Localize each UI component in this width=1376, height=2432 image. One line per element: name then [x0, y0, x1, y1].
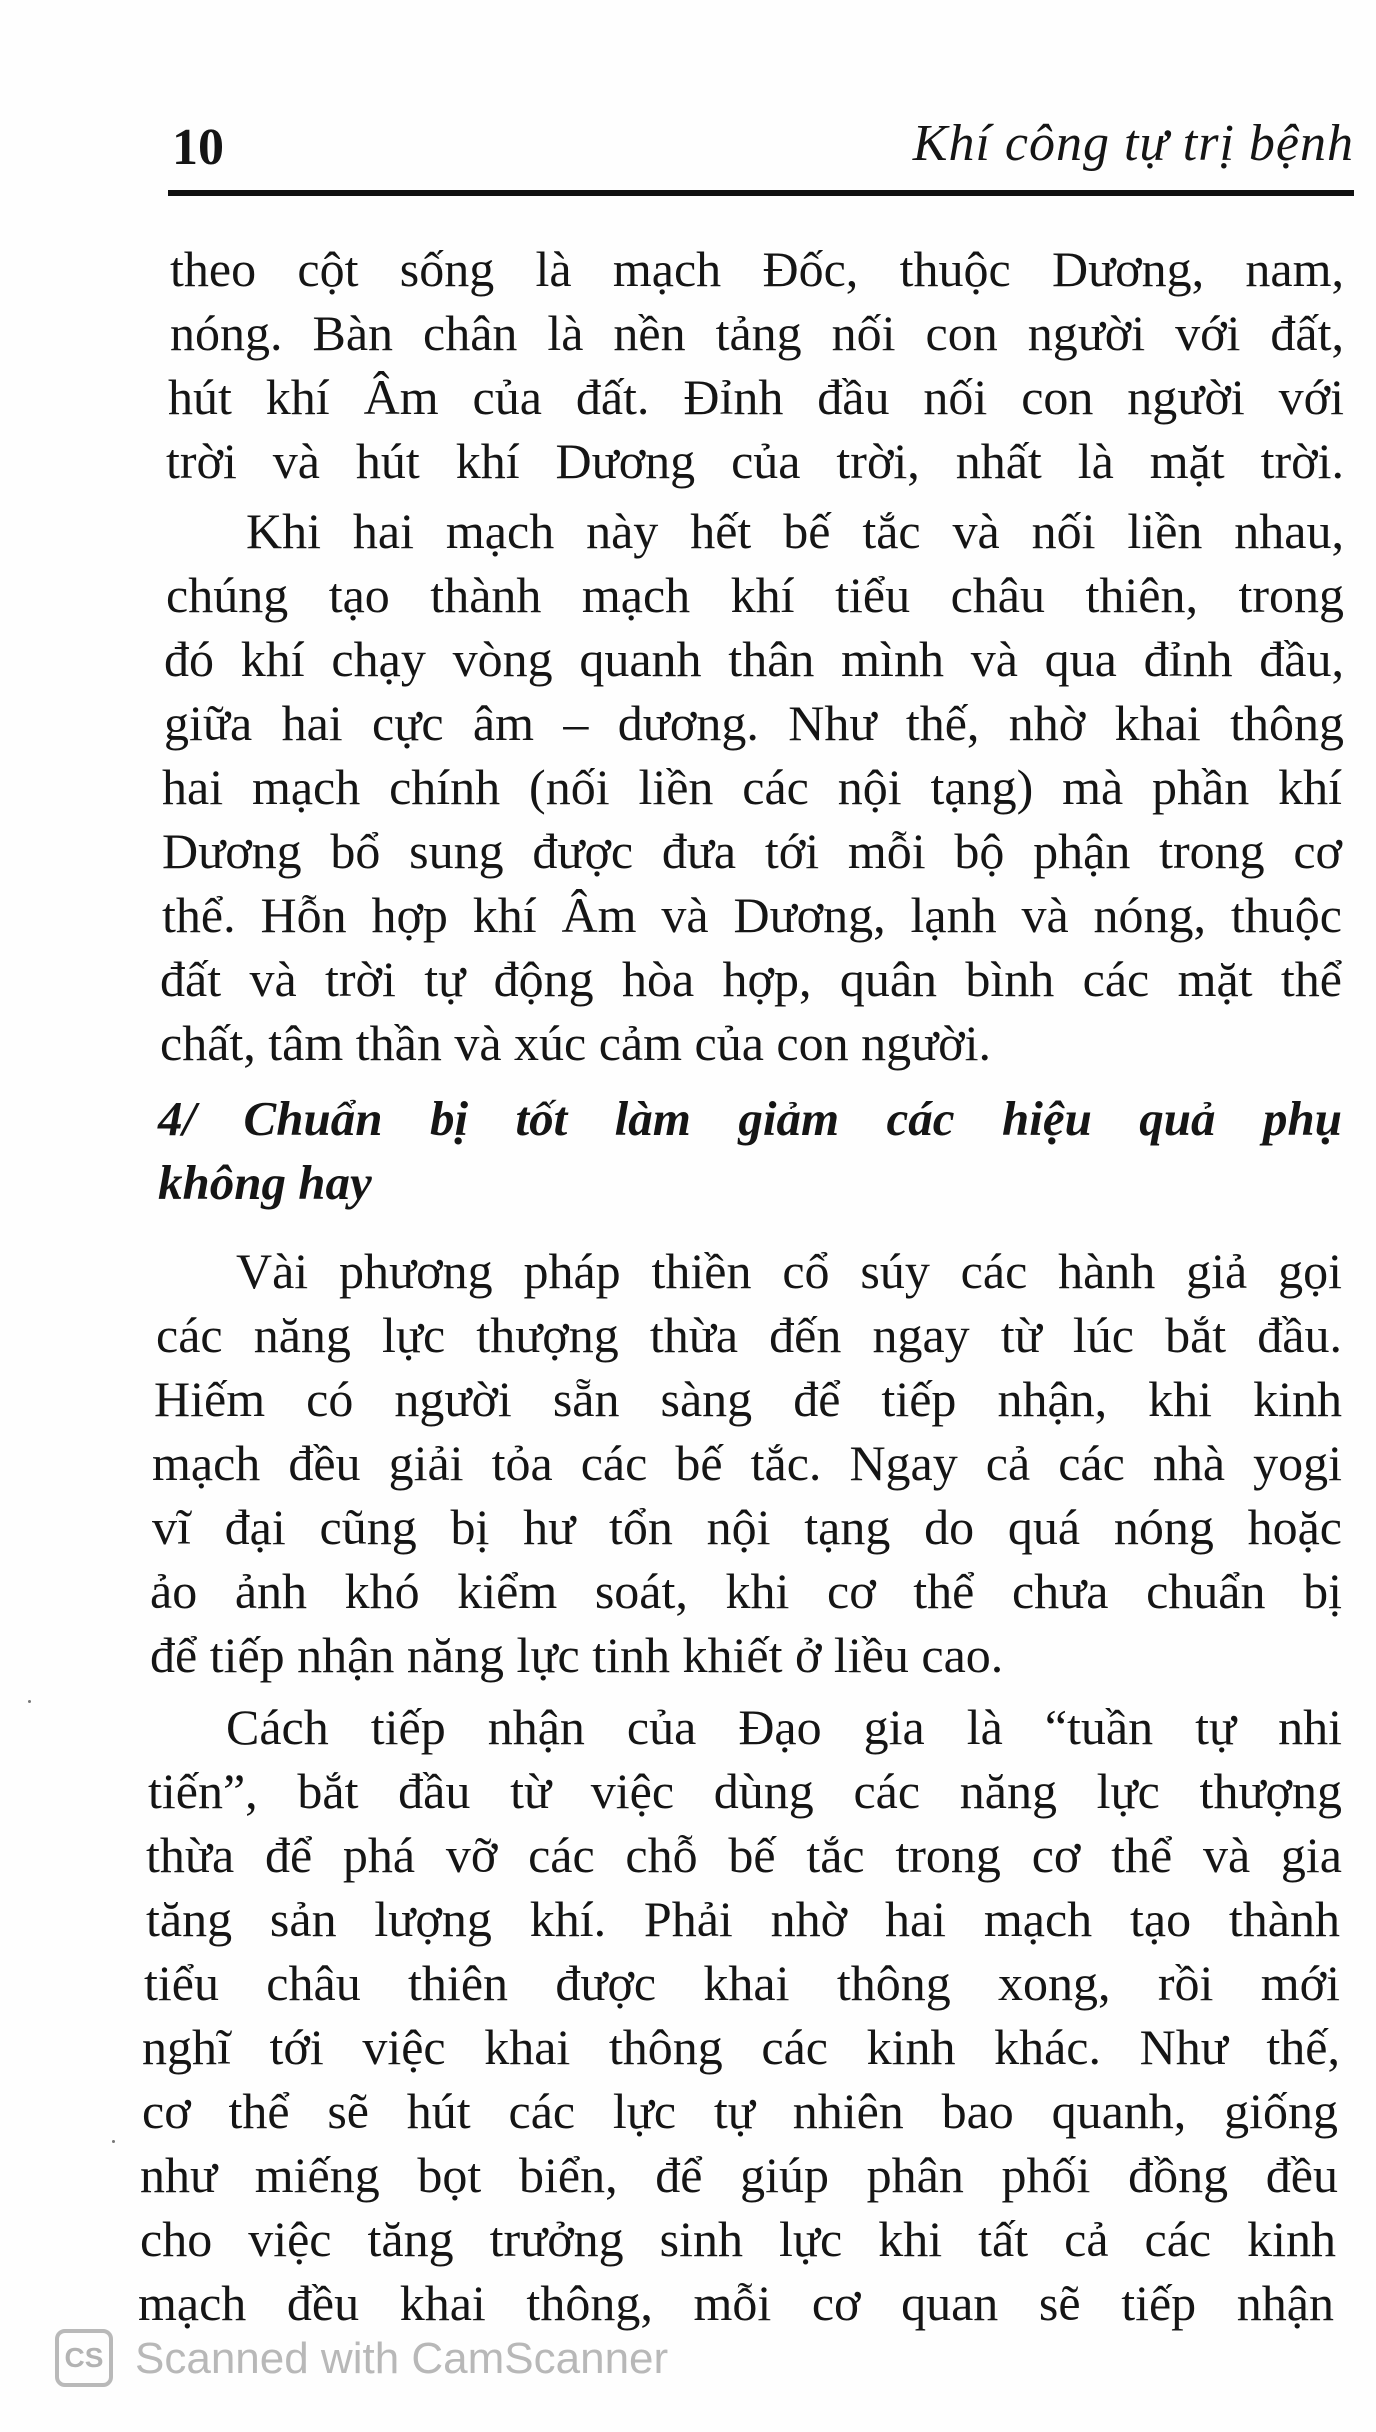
- paragraph-1-line-2: nóng. Bàn chân là nền tảng nối con người với đất,: [170, 305, 1344, 361]
- paragraph-3-line-4: mạch đều giải tỏa các bế tắc. Ngay cả các nhà yogi: [152, 1435, 1342, 1491]
- paragraph-1-line-3: hút khí Âm của đất. Đỉnh đầu nối con người với: [168, 369, 1344, 425]
- paragraph-2-line-2: chúng tạo thành mạch khí tiểu châu thiên, trong: [166, 567, 1344, 623]
- paragraph-4-line-4: tăng sản lượng khí. Phải nhờ hai mạch tạo thành: [146, 1891, 1340, 1947]
- paragraph-4-line-1: Cách tiếp nhận của Đạo gia là “tuần tự nhi: [226, 1699, 1342, 1755]
- paragraph-4-line-2: tiến”, bắt đầu từ việc dùng các năng lực thượng: [148, 1763, 1342, 1819]
- paragraph-2-line-1: Khi hai mạch này hết bế tắc và nối liền nhau,: [246, 503, 1344, 559]
- camscanner-watermark: [55, 2325, 755, 2395]
- paragraph-4-line-7: cơ thể sẽ hút các lực tự nhiên bao quanh, giống: [142, 2083, 1338, 2139]
- paragraph-2-line-4: giữa hai cực âm – dương. Như thế, nhờ khai thông: [164, 695, 1344, 751]
- paragraph-4-line-9: cho việc tăng trưởng sinh lực khi tất cả các kinh: [140, 2211, 1336, 2267]
- paragraph-4-line-3: thừa để phá vỡ các chỗ bế tắc trong cơ thể và gia: [146, 1827, 1342, 1883]
- running-title: Khí công tự trị bệnh: [912, 115, 1354, 172]
- scan-speck: [28, 1700, 31, 1703]
- paragraph-2-line-3: đó khí chạy vòng quanh thân mình và qua đỉnh đầu,: [164, 631, 1344, 687]
- header-rule: [168, 190, 1354, 196]
- section-heading-line-1: 4/ Chuẩn bị tốt làm giảm các hiệu quả phụ: [158, 1091, 1342, 1146]
- paragraph-3-line-5: vĩ đại cũng bị hư tổn nội tạng do quá nóng hoặc: [152, 1499, 1342, 1555]
- paragraph-2-line-8: đất và trời tự động hòa hợp, quân bình các mặt thể: [160, 951, 1342, 1007]
- paragraph-1-line-4: trời và hút khí Dương của trời, nhất là mặt trời.: [166, 433, 1344, 489]
- paragraph-3-line-6: ảo ảnh khó kiểm soát, khi cơ thể chưa chuẩn bị: [150, 1563, 1342, 1619]
- page-header: [168, 110, 1354, 190]
- paragraph-3-line-3: Hiếm có người sẵn sàng để tiếp nhận, khi kinh: [154, 1371, 1342, 1427]
- paragraph-4-line-5: tiểu châu thiên được khai thông xong, rồi mới: [144, 1955, 1340, 2011]
- paragraph-4-line-8: như miếng bọt biển, để giúp phân phối đồng đều: [140, 2147, 1338, 2203]
- camscanner-logo-icon: CS: [55, 2329, 113, 2387]
- paragraph-2-line-7: thể. Hỗn hợp khí Âm và Dương, lạnh và nóng, thuộc: [162, 887, 1342, 943]
- paragraph-3-line-7: để tiếp nhận năng lực tinh khiết ở liều cao.: [150, 1627, 1004, 1683]
- scan-speck: [112, 2140, 115, 2143]
- page-number: 10: [172, 119, 224, 176]
- paragraph-2-line-6: Dương bổ sung được đưa tới mỗi bộ phận trong cơ: [162, 823, 1342, 879]
- paragraph-4-line-6: nghĩ tới việc khai thông các kinh khác. Như thế,: [142, 2019, 1340, 2075]
- paragraph-3-line-1: Vài phương pháp thiền cổ súy các hành giả gọi: [236, 1243, 1342, 1299]
- section-heading-line-2: không hay: [158, 1155, 372, 1210]
- paragraph-2-line-9: chất, tâm thần và xúc cảm của con người.: [160, 1015, 992, 1071]
- watermark-text: Scanned with CamScanner: [135, 2334, 669, 2383]
- paragraph-2-line-5: hai mạch chính (nối liền các nội tạng) mà phần khí: [162, 759, 1342, 815]
- paragraph-4-line-10: mạch đều khai thông, mỗi cơ quan sẽ tiếp nhận: [138, 2275, 1334, 2331]
- paragraph-3-line-2: các năng lực thượng thừa đến ngay từ lúc bắt đầu.: [156, 1307, 1342, 1363]
- paragraph-1-line-1: theo cột sống là mạch Đốc, thuộc Dương, nam,: [170, 241, 1344, 297]
